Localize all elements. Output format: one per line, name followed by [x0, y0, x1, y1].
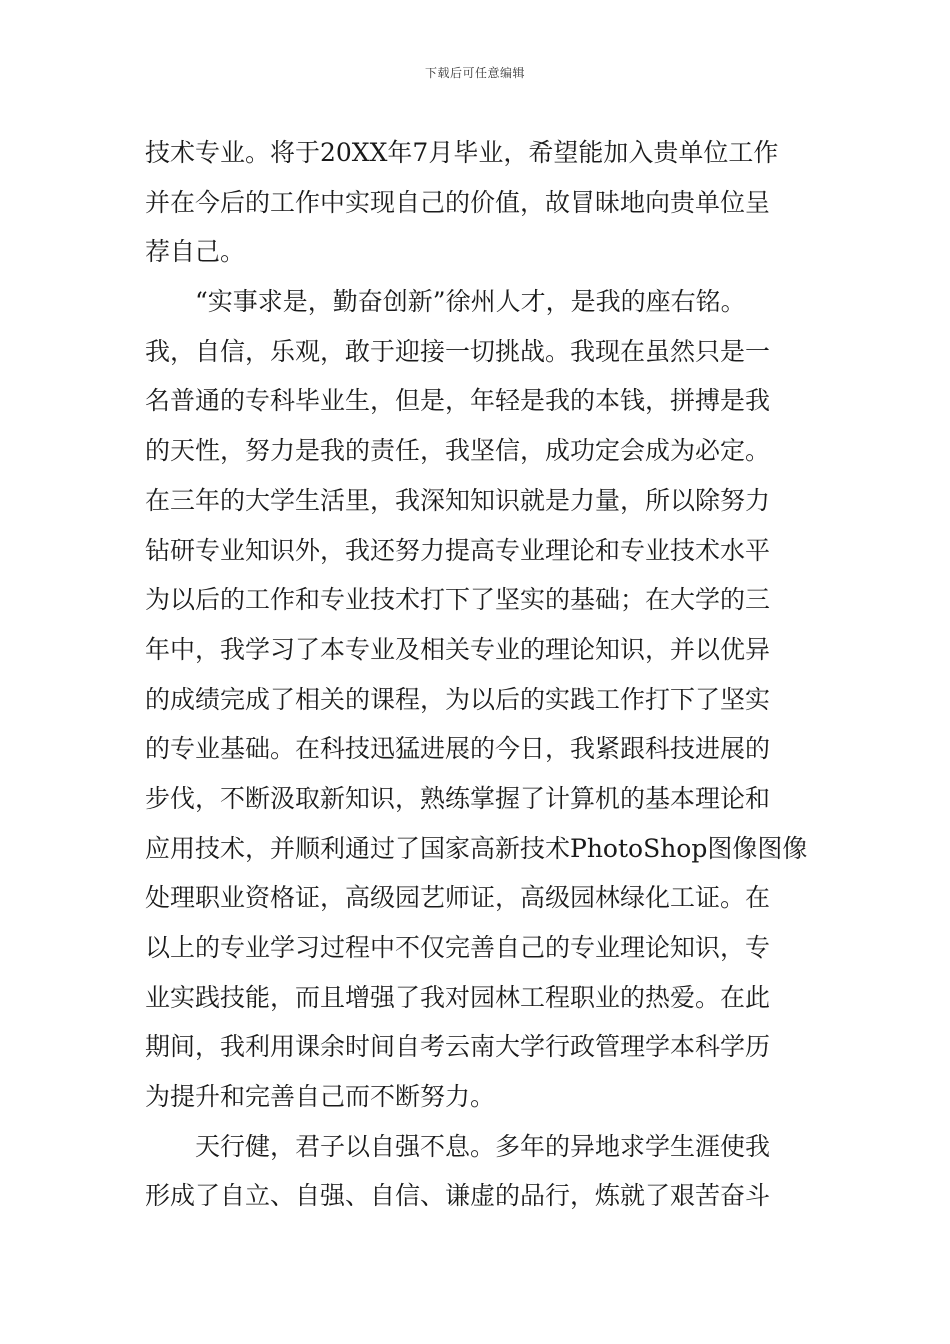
header-note: 下载后可任意编辑 — [424, 66, 525, 80]
text-line: 形成了自立、自强、自信、谦虚的品行，炼就了艰苦奋斗 — [145, 1181, 771, 1211]
text-line: 年中，我学习了本专业及相关专业的理论知识，并以优异 — [145, 634, 771, 664]
text-line: 步伐，不断汲取新知识，熟练掌握了计算机的基本理论和 — [145, 783, 771, 813]
text-line: 以上的专业学习过程中不仅完善自己的专业理论知识，专 — [145, 933, 771, 962]
text-line: 名普通的专科毕业生，但是，年轻是我的本钱，拼搏是我 — [145, 386, 771, 416]
text-line: 的专业基础。在科技迅猛进展的今日，我紧跟科技进展的 — [145, 734, 771, 764]
text-line: 并在今后的工作中实现自己的价值，故冒昧地向贵单位呈 — [145, 187, 771, 217]
text-line: 在三年的大学生活里，我深知知识就是力量，所以除努力 — [145, 485, 771, 515]
text-line: 为提升和完善自己而不断努力。 — [145, 1082, 496, 1112]
text-line: 为以后的工作和专业技术打下了坚实的基础；在大学的三 — [145, 585, 771, 615]
text-line: “实事求是，勤奋创新”徐州人才，是我的座右铭。 — [145, 287, 746, 317]
text-line: 技术专业。将于20XX年7月毕业，希望能加入贵单位工作 — [145, 138, 779, 167]
text-line: 天行健，君子以自强不息。多年的异地求学生涯使我 — [145, 1131, 771, 1161]
text-line: 的成绩完成了相关的课程，为以后的实践工作打下了坚实 — [145, 684, 771, 714]
text-line: 处理职业资格证，高级园艺师证，高级园林绿化工证。在 — [145, 883, 771, 913]
text-line: 我，自信，乐观，敢于迎接一切挑战。我现在虽然只是一 — [145, 336, 771, 366]
text-line: 业实践技能，而且增强了我对园林工程职业的热爱。在此 — [145, 982, 771, 1012]
text-line: 期间，我利用课余时间自考云南大学行政管理学本科学历 — [145, 1032, 771, 1062]
text-line: 的天性，努力是我的责任，我坚信，成功定会成为必定。 — [145, 436, 771, 466]
text-line: 钻研专业知识外，我还努力提高专业理论和专业技术水平 — [145, 535, 771, 565]
text-line: 荐自己。 — [145, 237, 246, 267]
body-text — [145, 128, 810, 1221]
text-line: 应用技术，并顺利通过了国家高新技术PhotoShop图像图像 — [145, 833, 808, 863]
